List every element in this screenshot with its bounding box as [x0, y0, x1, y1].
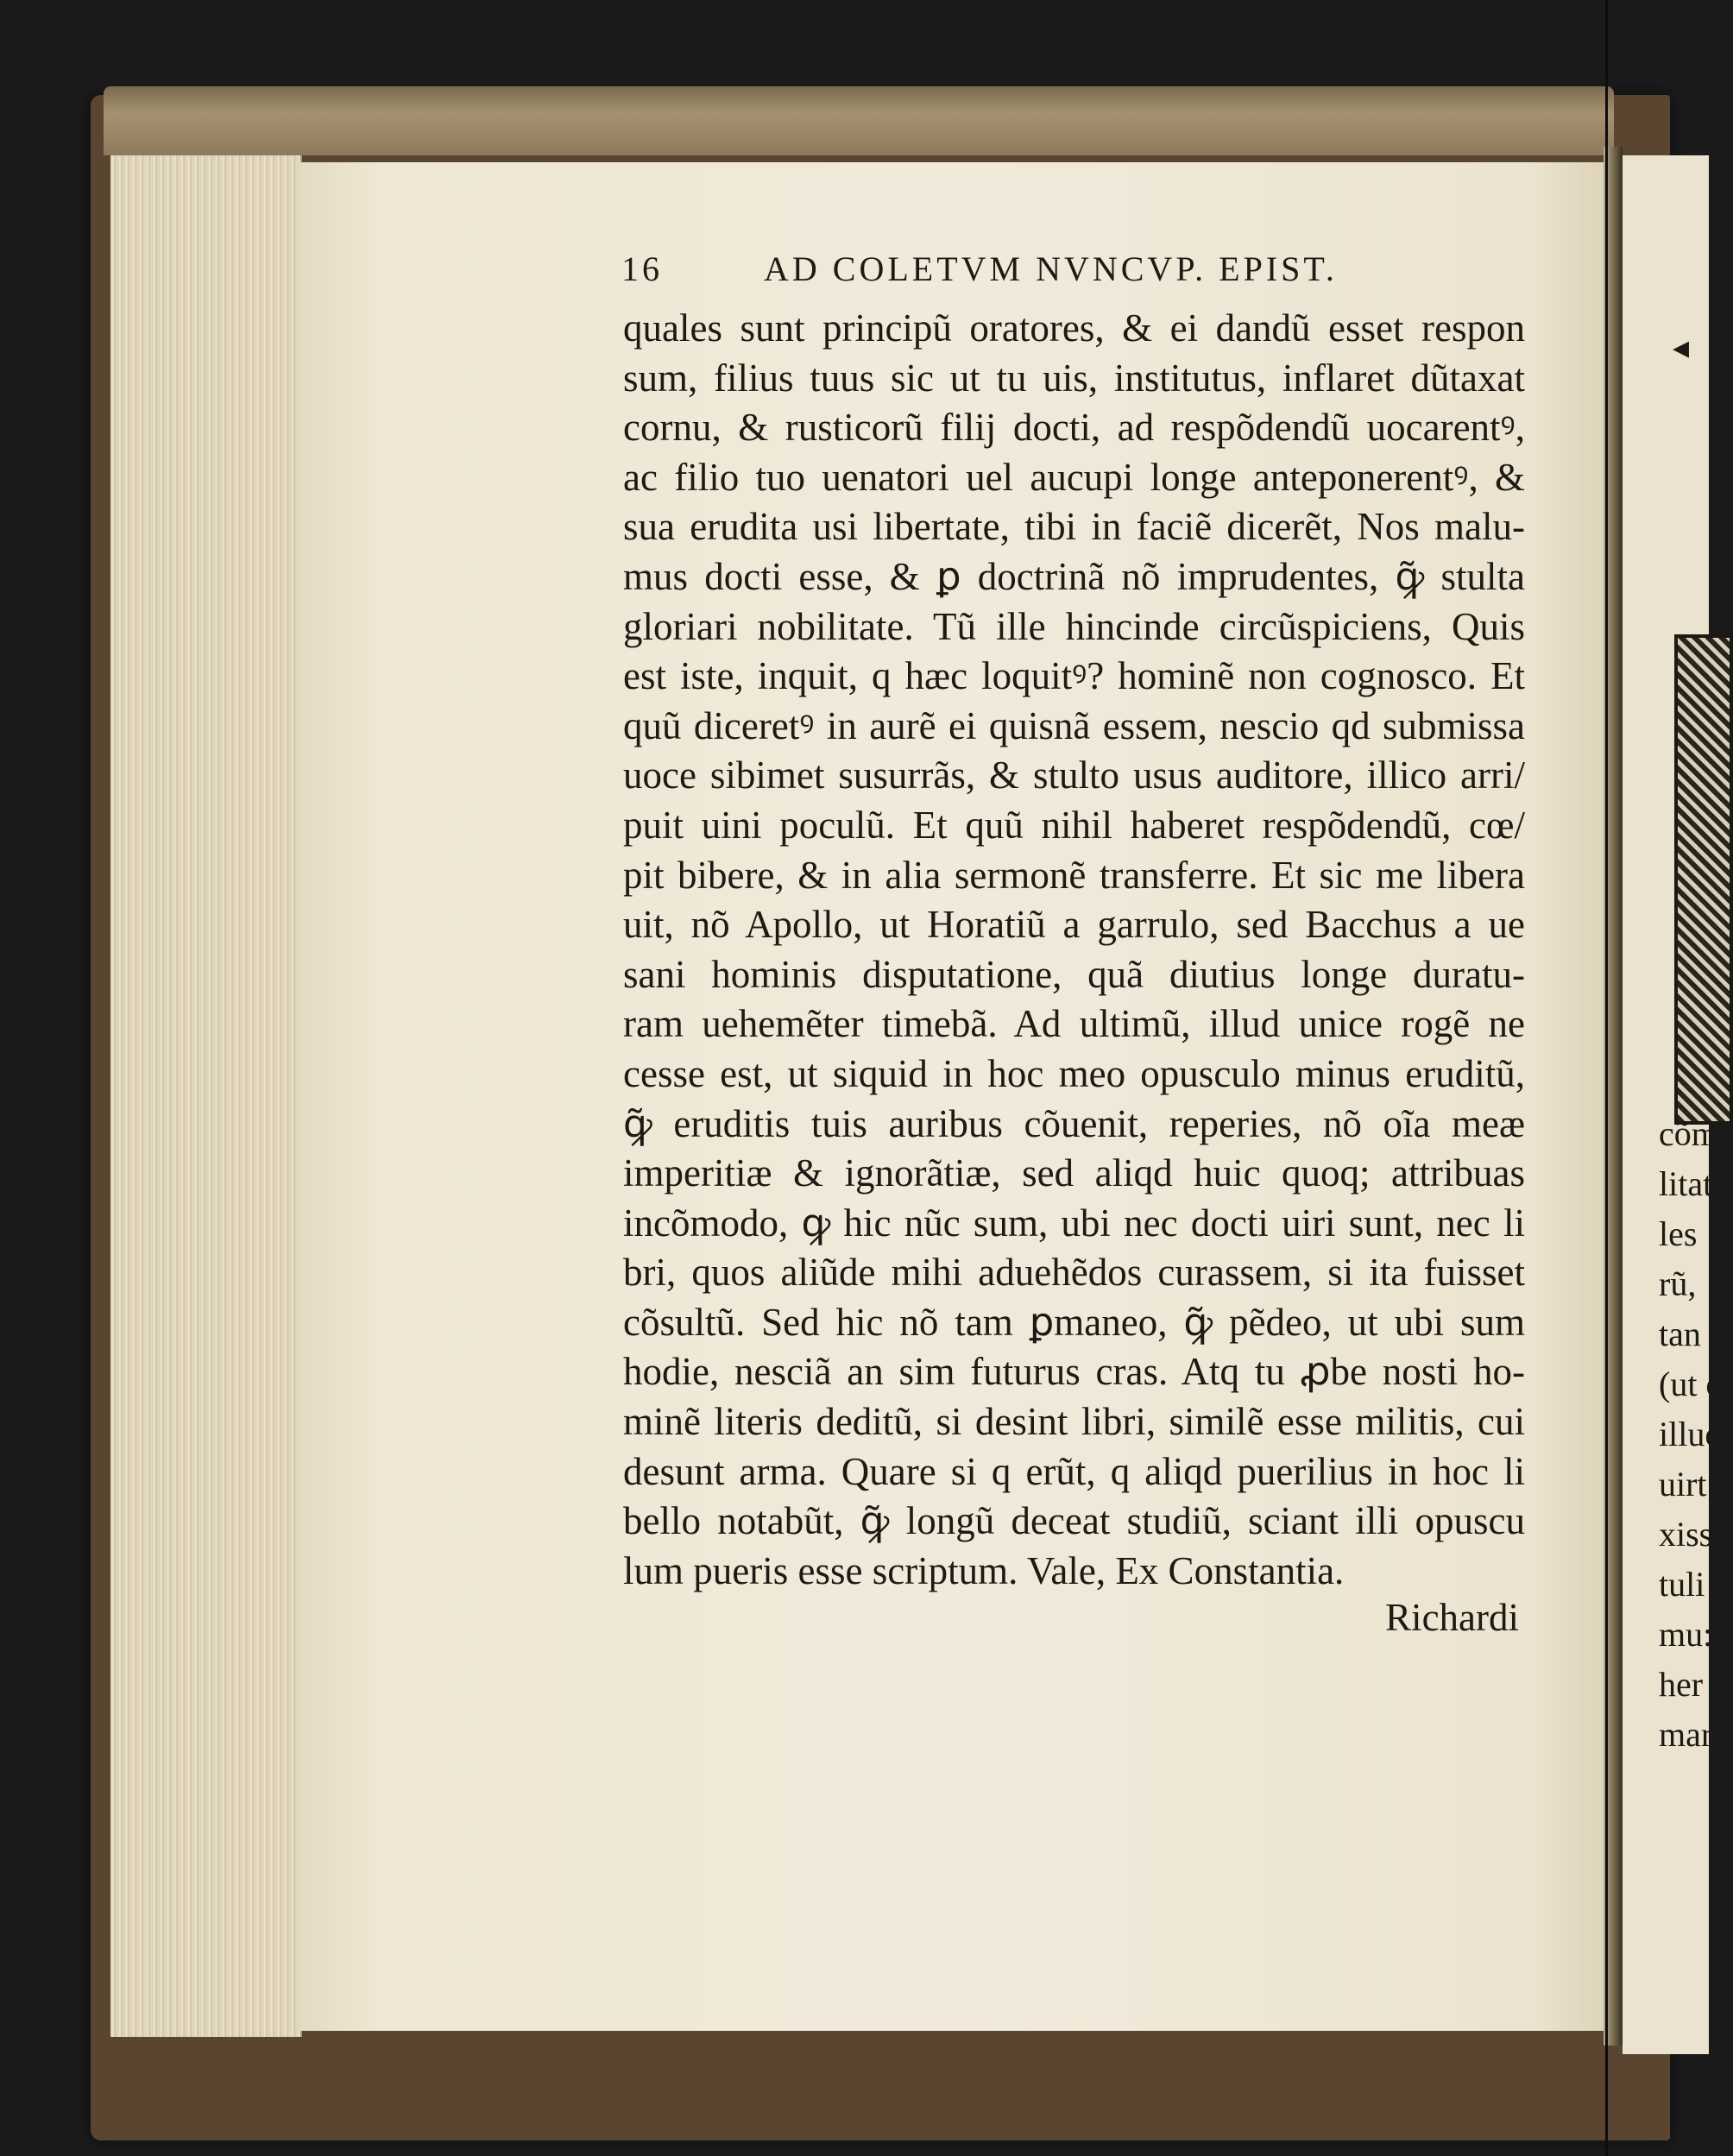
facing-fragment: uirt [1659, 1465, 1707, 1504]
text-line: pit bibere, & in alia sermonẽ transferre. Et sic me libera [623, 853, 1525, 897]
text-line: cõsultũ. Sed hic nõ tam ꝑmaneo, ꝙ̃ pẽdeo, ut ubi sum [623, 1300, 1525, 1344]
text-line: minẽ literis deditũ, si desint libri, similẽ esse militis, cui [623, 1400, 1525, 1444]
book-top-edge [104, 86, 1614, 155]
facing-fragment: mar [1659, 1715, 1713, 1754]
text-line: cornu, & rusticorũ filij docti, ad respõdendũ uocarentꝰ, [623, 406, 1525, 450]
pointer-mark-icon: ◂ [1673, 328, 1690, 366]
text-line: incõmodo, ꝙ hic nũc sum, ubi nec docti uiri sunt, nec li [623, 1201, 1525, 1245]
facing-fragment: litat [1659, 1164, 1713, 1203]
facing-fragment: tan [1659, 1314, 1701, 1353]
facing-fragment: cõm [1659, 1114, 1718, 1153]
woodcut-initial [1674, 634, 1733, 1125]
facing-fragment: mu: [1659, 1615, 1713, 1654]
frame-divider [1605, 0, 1608, 2156]
facing-fragment: rũ, [1659, 1264, 1697, 1303]
body-text [623, 304, 1525, 1596]
facing-fragment: her [1659, 1665, 1704, 1704]
text-line: bri, quos aliũde mihi aduehẽdos curassem, si ita fuisset [623, 1251, 1525, 1295]
folio-number: 16 [621, 249, 663, 288]
text-line: imperitiæ & ignorãtiæ, sed aliqd huic quoq; attribuas [623, 1151, 1525, 1195]
text-line: ac filio tuo uenatori uel aucupi longe anteponerentꝰ, & [623, 455, 1525, 499]
text-line: mus docti esse, & ꝑ doctrinã nõ imprudentes, ꝙ̃ stulta [623, 554, 1525, 598]
text-line: est iste, inquit, q hæc loquitꝰ? hominẽ non cognosco. Et [623, 654, 1525, 698]
facing-page [1623, 155, 1723, 2054]
running-head [621, 249, 1484, 300]
text-line: sani hominis disputatione, quã diutius longe duratu- [623, 952, 1525, 996]
text-line: bello notabũt, ꝙ̃ longũ deceat studiũ, sciant illi opuscu [623, 1499, 1525, 1543]
text-line: gloriari nobilitate. Tũ ille hincinde circũspiciens, Quis [623, 604, 1525, 648]
facing-fragment: tuli [1659, 1565, 1705, 1604]
running-title: AD COLETVM NVNCVP. EPIST. [764, 249, 1338, 288]
text-line: uit, nõ Apollo, ut Horatiũ a garrulo, sed Bacchus a ue [623, 903, 1525, 947]
facing-fragment: illuc [1659, 1415, 1721, 1453]
page-edges [110, 155, 302, 2037]
facing-fragment: xissi [1659, 1515, 1723, 1554]
catchword: Richardi [1385, 1596, 1519, 1639]
text-line: puit uini poculũ. Et quũ nihil haberet respõdendũ, cœ/ [623, 803, 1525, 847]
facing-fragment: les [1659, 1214, 1698, 1253]
text-line: ꝙ̃ eruditis tuis auribus cõuenit, reperies, nõ oĩa meæ [623, 1101, 1525, 1145]
facing-fragment: (ut c [1659, 1365, 1722, 1403]
text-line: uoce sibimet susurrãs, & stulto usus auditore, illico arri/ [623, 753, 1525, 797]
text-line: sua erudita usi libertate, tibi in faciẽ dicerẽt, Nos malu- [623, 505, 1525, 549]
text-line: cesse est, ut siquid in hoc meo opusculo minus eruditũ, [623, 1051, 1525, 1095]
text-line: hodie, nesciã an sim futurus cras. Atq tu ꝓbe nosti ho- [623, 1350, 1525, 1394]
text-line: quales sunt principũ oratores, & ei dandũ esset respon [623, 306, 1525, 350]
text-line-last: lum pueris esse scriptum. Vale, Ex Constantia. [623, 1548, 1345, 1592]
text-line: quũ diceretꝰ in aurẽ ei quisnã essem, nescio qd submissa [623, 703, 1525, 747]
text-line: desunt arma. Quare si q erũt, q aliqd puerilius in hoc li [623, 1449, 1525, 1493]
text-line: sum, filius tuus sic ut tu uis, institutus, inflaret dũtaxat [623, 356, 1525, 400]
text-line: ram uehemẽter timebã. Ad ultimũ, illud unice rogẽ ne [623, 1002, 1525, 1046]
